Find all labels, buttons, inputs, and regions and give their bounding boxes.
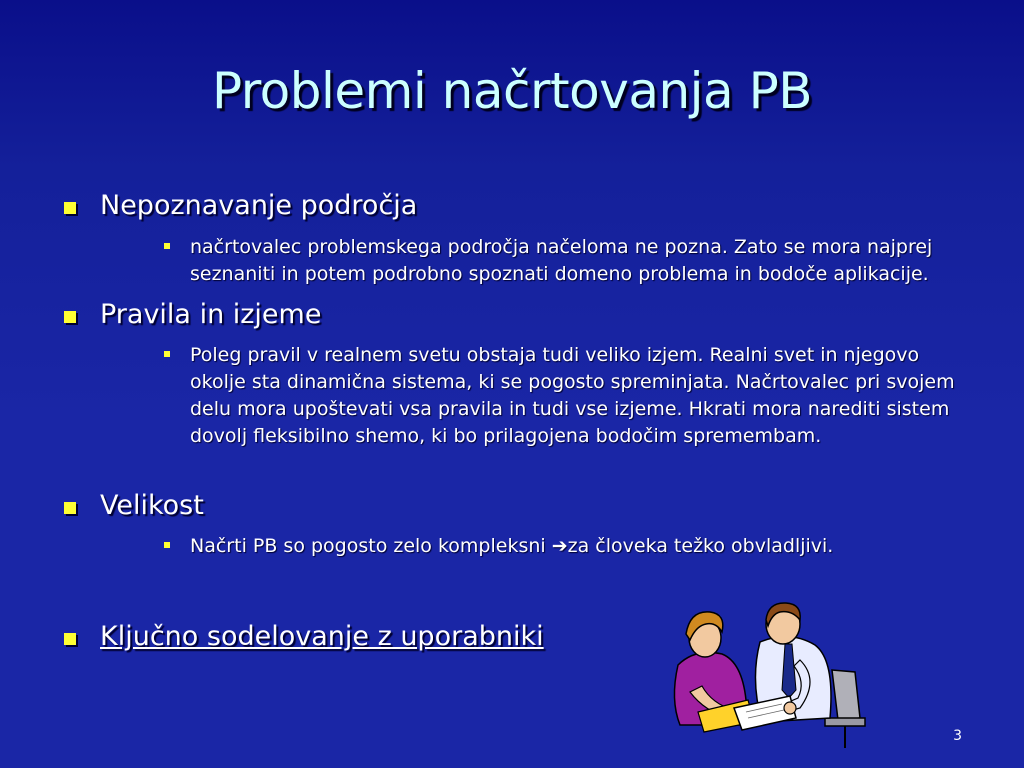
sub-bullet-text: Poleg pravil v realnem svetu obstaja tudi veliko izjem. Realni svet in njegovo okolje sta dinamična sistema, ki se pogosto spreminjata. Načrtovalec pri svojem delu mora upoštevati vsa pravila in tudi vse izjeme. Hkrati mora narediti sistem dovolj fleksibilno shemo, ki bo prilagojena bodočim spremembam. — [190, 344, 955, 447]
small-square-bullet-icon — [164, 243, 170, 249]
slide-title: Problemi načrtovanja PB — [211, 62, 813, 120]
sub-bullet-text — [190, 533, 974, 560]
two-people-reading-document-icon — [650, 600, 880, 750]
sub-bullet-text: načrtovalec problemskega področja načeloma ne pozna. Zato se mora najprej seznaniti in potem podrobno spoznati domeno problema in bodoče aplikacije. — [190, 236, 933, 285]
page-number: 3 — [953, 728, 962, 744]
square-bullet-icon — [64, 633, 76, 645]
bullet-label: Nepoznavanje področja — [100, 190, 418, 221]
bullet-label: Velikost — [100, 490, 204, 521]
bullet-label-link[interactable]: Ključno sodelovanje z uporabniki — [100, 621, 544, 652]
square-bullet-icon — [64, 202, 76, 214]
small-square-bullet-icon — [164, 542, 170, 548]
sub-bullet-text-before: Načrti PB so pogosto zelo kompleksni — [190, 535, 552, 557]
arrow-right-icon: ➔ — [551, 535, 568, 557]
sub-bullet-text-after: za človeka težko obvladljivi. — [567, 535, 834, 557]
sub-bullet-item — [164, 342, 974, 450]
square-bullet-icon — [64, 311, 76, 323]
sub-bullet-item — [164, 533, 974, 560]
sub-bullet-item — [164, 234, 974, 288]
square-bullet-icon — [64, 502, 76, 514]
bullet-label: Pravila in izjeme — [100, 299, 322, 330]
small-square-bullet-icon — [164, 351, 170, 357]
